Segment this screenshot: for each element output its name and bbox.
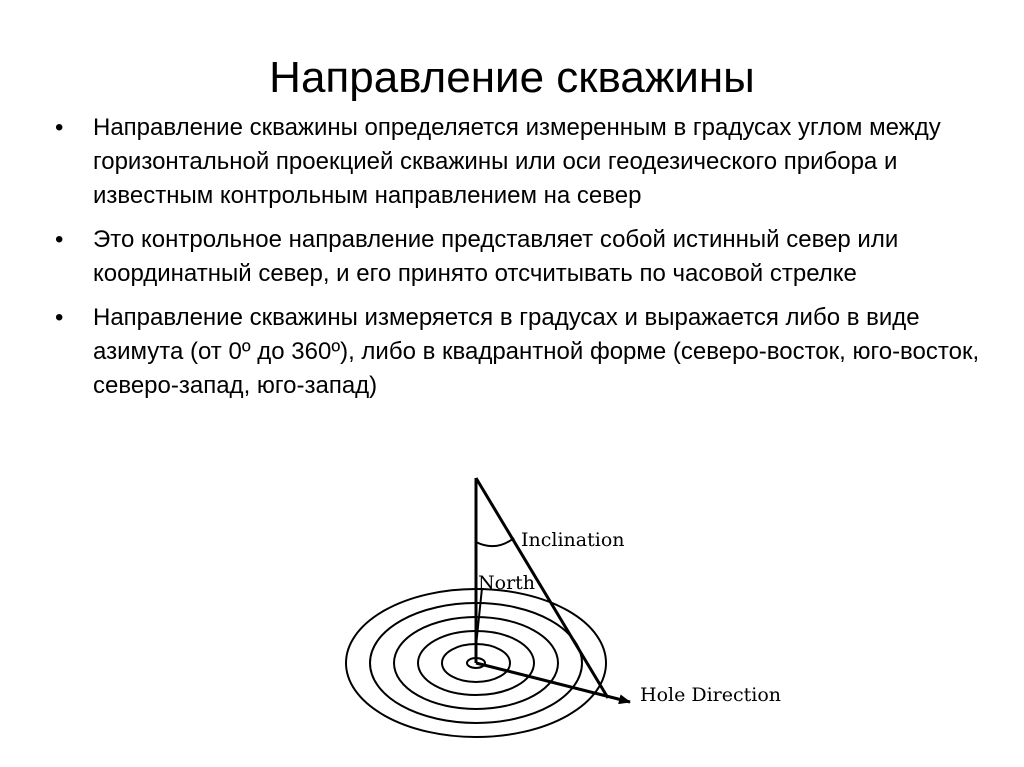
diagram-svg bbox=[330, 470, 800, 760]
inclination-label: Inclination bbox=[521, 529, 625, 551]
bullet-text: Направление скважины измеряется в градусах и выражается либо в виде азимута (от 0º до 360º), либо в квадрантной форме (северо-восток, юго-восток, северо-запад, юго-запад) bbox=[93, 304, 980, 399]
bullet-marker: • bbox=[55, 114, 64, 141]
bullet-item bbox=[55, 111, 985, 213]
hole-direction-label: Hole Direction bbox=[640, 684, 782, 706]
inclination-arc bbox=[476, 538, 514, 546]
bullet-marker: • bbox=[55, 226, 64, 253]
well-direction-diagram bbox=[330, 470, 800, 760]
bullet-item bbox=[55, 223, 985, 291]
bullet-list bbox=[55, 111, 985, 413]
hole-direction-arrow bbox=[476, 663, 630, 702]
north-label: North bbox=[478, 572, 536, 594]
bullet-item bbox=[55, 301, 985, 403]
bullet-marker: • bbox=[55, 304, 64, 331]
bullet-text: Направление скважины определяется измеренным в градусах углом между горизонтальной проекцией скважины или оси геодезического прибора и известным контрольным направлением на север bbox=[93, 114, 941, 209]
slide-title: Направление скважины bbox=[269, 53, 755, 102]
bullet-text: Это контрольное направление представляет собой истинный север или координатный север, и его принято отсчитывать по часовой стрелке bbox=[93, 226, 899, 287]
